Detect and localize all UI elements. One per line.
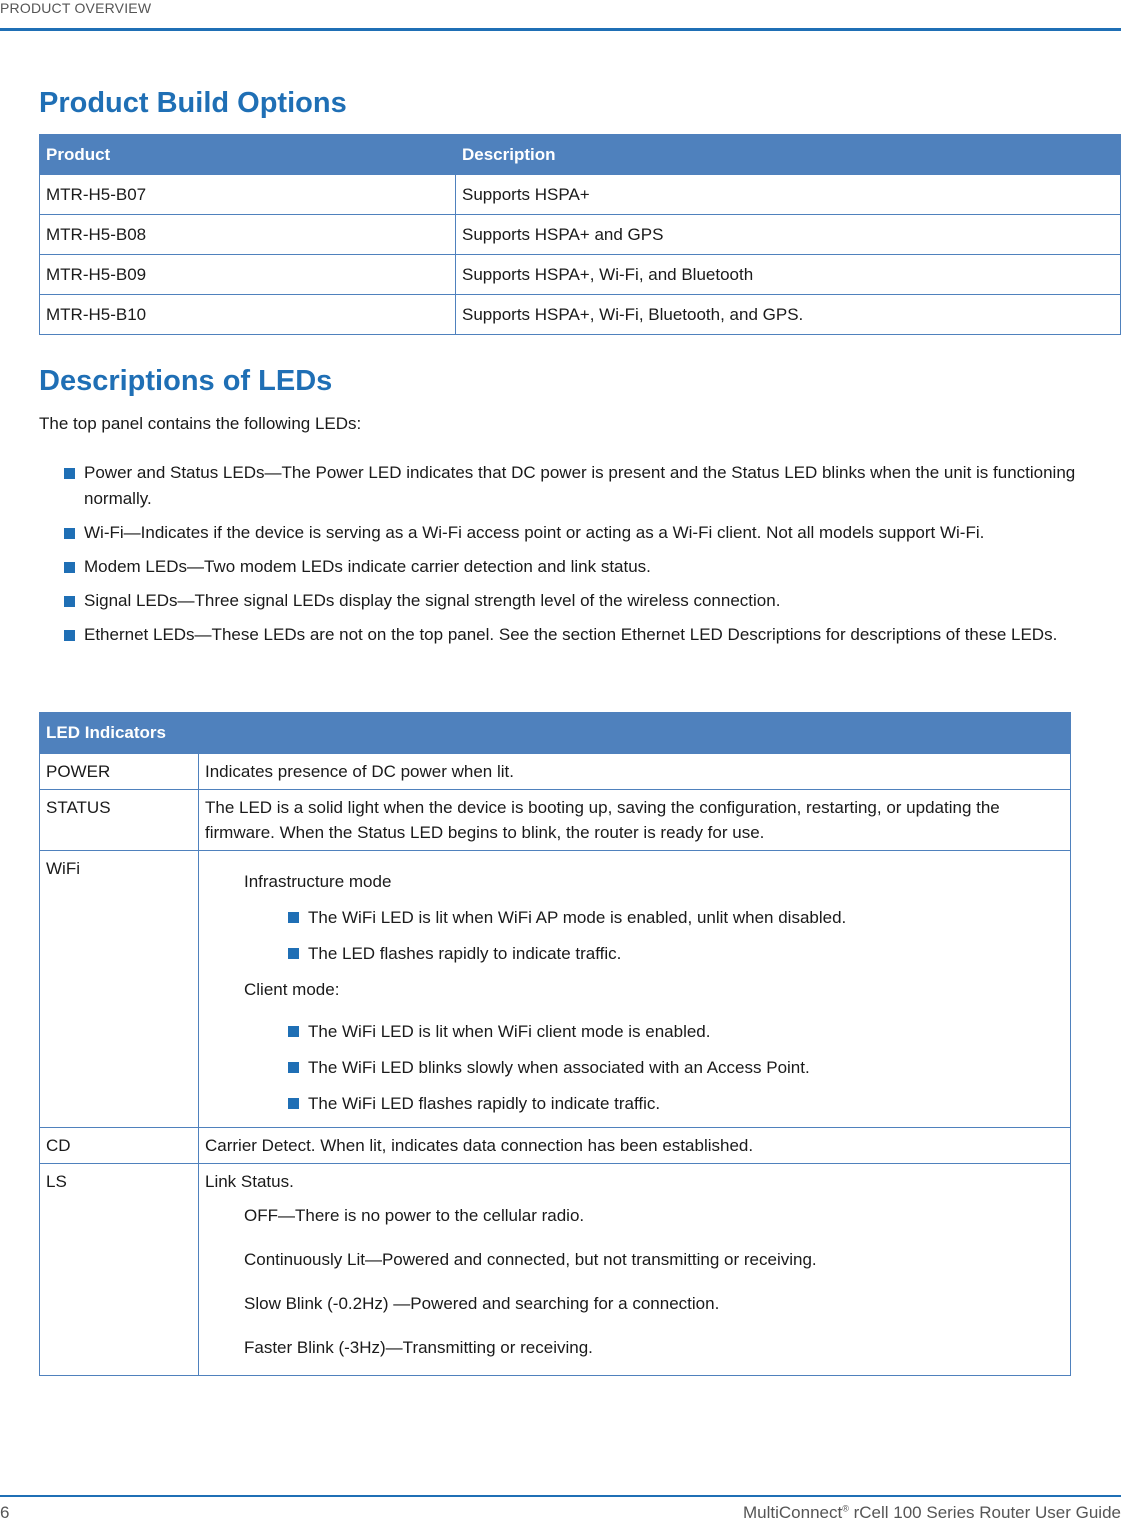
ls-line: Faster Blink (-3Hz)—Transmitting or receiving.	[244, 1338, 593, 1357]
bullet-text: The WiFi LED is lit when WiFi AP mode is enabled, unlit when disabled.	[308, 908, 847, 927]
infrastructure-mode-label: Infrastructure mode	[244, 872, 392, 891]
led-name-ls: LS	[40, 1164, 199, 1376]
list-item	[84, 554, 1109, 580]
bullet-text: Signal LEDs—Three signal LEDs display the signal strength level of the wireless connection.	[84, 591, 781, 610]
infrastructure-mode-list	[308, 900, 1064, 972]
list-item	[308, 1086, 1064, 1122]
led-desc-status: The LED is a solid light when the device is booting up, saving the configuration, restarting, or updating the firmware. When the Status LED begins to blink, the router is ready for use.	[199, 790, 1071, 851]
led-indicators-table	[39, 712, 1071, 1376]
led-desc-cd: Carrier Detect. When lit, indicates data connection has been established.	[199, 1128, 1071, 1164]
column-header-product: Product	[40, 135, 456, 175]
table-row	[40, 175, 1121, 215]
led-name-status: STATUS	[40, 790, 199, 851]
descriptions-of-leds-heading: Descriptions of LEDs	[39, 365, 333, 397]
header-rule	[0, 28, 1121, 31]
product-build-options-heading: Product Build Options	[39, 87, 347, 119]
registered-mark: ®	[842, 1503, 849, 1514]
table-row	[40, 215, 1121, 255]
product-cell: MTR-H5-B08	[40, 215, 456, 255]
bullet-square-icon	[288, 1098, 299, 1109]
client-mode-label: Client mode:	[244, 980, 340, 999]
bullet-text: The WiFi LED blinks slowly when associated with an Access Point.	[308, 1058, 810, 1077]
bullet-text: The LED flashes rapidly to indicate traffic.	[308, 944, 622, 963]
product-cell: MTR-H5-B07	[40, 175, 456, 215]
list-item	[84, 460, 1109, 512]
bullet-square-icon	[64, 562, 75, 573]
bullet-square-icon	[288, 1026, 299, 1037]
bullet-square-icon	[288, 1062, 299, 1073]
table-row	[40, 295, 1121, 335]
led-name-power: POWER	[40, 754, 199, 790]
table-row	[40, 754, 1071, 790]
ls-line: Continuously Lit—Powered and connected, but not transmitting or receiving.	[244, 1250, 817, 1269]
led-name-wifi: WiFi	[40, 851, 199, 1128]
list-item	[308, 936, 1064, 972]
list-item	[308, 1014, 1064, 1050]
product-cell: MTR-H5-B09	[40, 255, 456, 295]
list-item	[84, 622, 1109, 648]
table-row	[40, 1128, 1071, 1164]
bullet-text: The WiFi LED flashes rapidly to indicate traffic.	[308, 1094, 661, 1113]
bullet-square-icon	[64, 596, 75, 607]
led-indicators-header: LED Indicators	[40, 713, 1071, 754]
bullet-text: Wi-Fi—Indicates if the device is serving as a Wi-Fi access point or acting as a Wi-Fi client. Not all models support Wi-Fi.	[84, 523, 985, 542]
bullet-text: Ethernet LEDs—These LEDs are not on the top panel. See the section Ethernet LED Descriptions for descriptions of these LEDs.	[84, 625, 1058, 644]
description-cell: Supports HSPA+, Wi-Fi, and Bluetooth	[456, 255, 1121, 295]
wifi-desc-block	[244, 864, 1064, 1122]
list-item	[84, 520, 1109, 546]
client-mode-list	[308, 1014, 1064, 1122]
list-item	[308, 900, 1064, 936]
led-desc-ls	[199, 1164, 1071, 1376]
table-row	[40, 1164, 1071, 1376]
led-bullet-list	[84, 460, 1109, 656]
list-item	[84, 588, 1109, 614]
description-cell: Supports HSPA+ and GPS	[456, 215, 1121, 255]
led-name-cd: CD	[40, 1128, 199, 1164]
bullet-square-icon	[288, 912, 299, 923]
footer-title	[743, 1503, 1121, 1523]
list-item	[308, 1050, 1064, 1086]
led-desc-power: Indicates presence of DC power when lit.	[199, 754, 1071, 790]
description-cell: Supports HSPA+	[456, 175, 1121, 215]
bullet-square-icon	[64, 528, 75, 539]
ls-line: OFF—There is no power to the cellular radio.	[244, 1206, 585, 1225]
table-row	[40, 255, 1121, 295]
footer-title-brand: MultiConnect	[743, 1503, 843, 1522]
bullet-square-icon	[64, 468, 75, 479]
bullet-text: The WiFi LED is lit when WiFi client mode is enabled.	[308, 1022, 711, 1041]
table-row	[40, 851, 1071, 1128]
ls-desc-title: Link Status.	[205, 1172, 294, 1191]
running-head: PRODUCT OVERVIEW	[0, 0, 152, 16]
led-desc-wifi	[199, 851, 1071, 1128]
bullet-text: Power and Status LEDs—The Power LED indicates that DC power is present and the Status LED blinks when the unit is functioning normally.	[84, 463, 1076, 508]
led-intro-text: The top panel contains the following LEDs:	[39, 414, 362, 433]
product-build-table	[39, 134, 1121, 335]
description-cell: Supports HSPA+, Wi-Fi, Bluetooth, and GPS.	[456, 295, 1121, 335]
table-header-row	[40, 135, 1121, 175]
page-number: 6	[0, 1503, 10, 1522]
footer-title-rest: rCell 100 Series Router User Guide	[848, 1503, 1121, 1522]
column-header-description: Description	[456, 135, 1121, 175]
footer-rule	[0, 1495, 1121, 1497]
product-cell: MTR-H5-B10	[40, 295, 456, 335]
table-row	[40, 790, 1071, 851]
bullet-text: Modem LEDs—Two modem LEDs indicate carrier detection and link status.	[84, 557, 651, 576]
ls-line: Slow Blink (-0.2Hz) —Powered and searching for a connection.	[244, 1294, 720, 1313]
bullet-square-icon	[288, 948, 299, 959]
bullet-square-icon	[64, 630, 75, 641]
table-header-row	[40, 713, 1071, 754]
